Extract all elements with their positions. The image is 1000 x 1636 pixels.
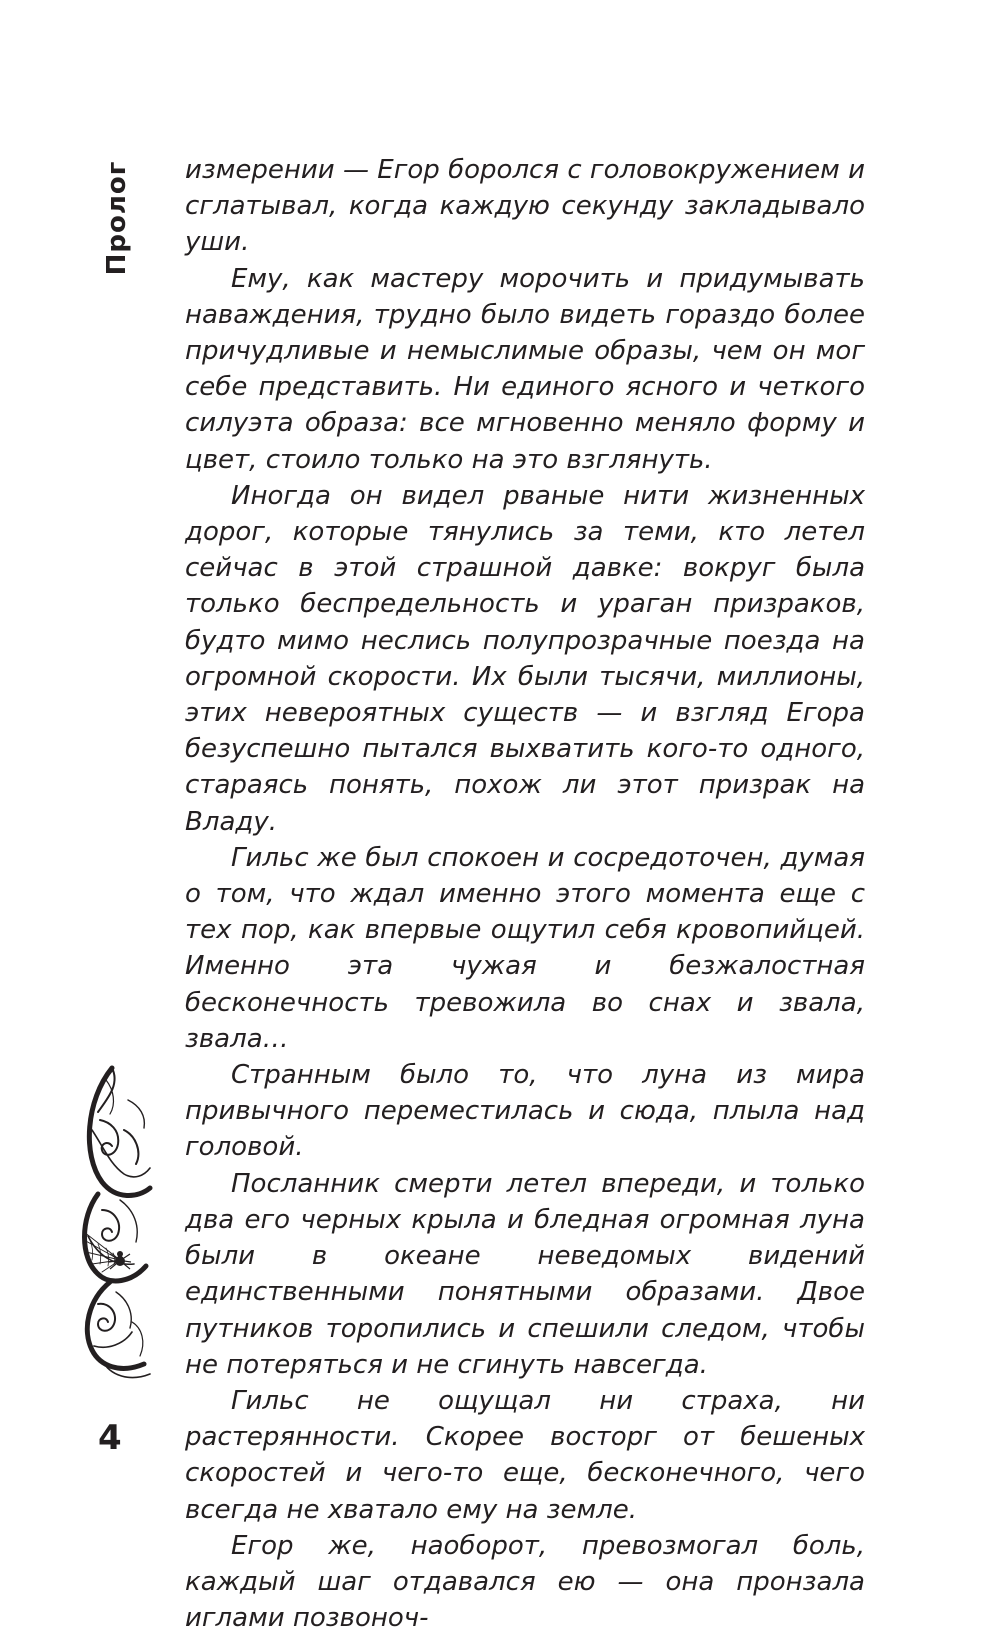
paragraph: Гильс же был спокоен и сосредоточен, думая о том, что ждал именно этого момента еще с тех пор, как впервые ощутил себя кровопийцей. Именно эта чужая и безжалостная бесконечность тревожила во снах и звала, звала…	[185, 842, 865, 1054]
paragraph: Гильс не ощущал ни страха, ни растерянности. Скорее восторг от бешеных скоростей и чего-то еще, бесконечного, чего всегда не хватало ему на земле.	[185, 1385, 865, 1525]
page-number: 4	[98, 1418, 122, 1458]
paragraph: Странным было то, что луна из мира привычного переместилась и сюда, плыла над головой.	[185, 1060, 865, 1163]
paragraph: Ему, как мастеру морочить и придумывать наваждения, трудно было видеть гораздо более причудливые и немыслимые образы, чем он мог себе представить. Ни единого ясного и четкого силуэта образа: все мгновенно меняло форму и цвет, стоило только на это взглянуть.	[185, 263, 865, 475]
paragraph: Егор же, наоборот, превозмогал боль, каждый шаг отдавался ею — она пронзала иглами позвоноч-	[185, 1530, 865, 1634]
paragraph: Посланник смерти летел впереди, и только два его черных крыла и бледная огромная луна были в океане неведомых видений единственными понятными образами. Двое путников торопились и спешили следом, чтобы не потеряться и не сгинуть навсегда.	[185, 1168, 865, 1380]
gothic-swirl-ornament-icon	[80, 1060, 160, 1385]
paragraph: измерении — Егор боролся с головокружением и сглатывал, когда каждую секунду закладывало уши.	[185, 155, 865, 258]
paragraph: Иногда он видел рваные нити жизненных дорог, которые тянулись за теми, кто летел сейчас в этой страшной давке: вокруг была только беспредельность и ураган призраков, будто мимо неслись полупрозрачные поезда на огромной скорости. Их были тысячи, миллионы, этих невероятных существ — и взгляд Егора безуспешно пытался выхватить кого-то одного, стараясь понять, похож ли этот призрак на Владу.	[185, 480, 865, 837]
running-head	[97, 158, 137, 278]
body-text	[185, 152, 865, 1636]
running-head-title: Пролог	[102, 160, 132, 276]
